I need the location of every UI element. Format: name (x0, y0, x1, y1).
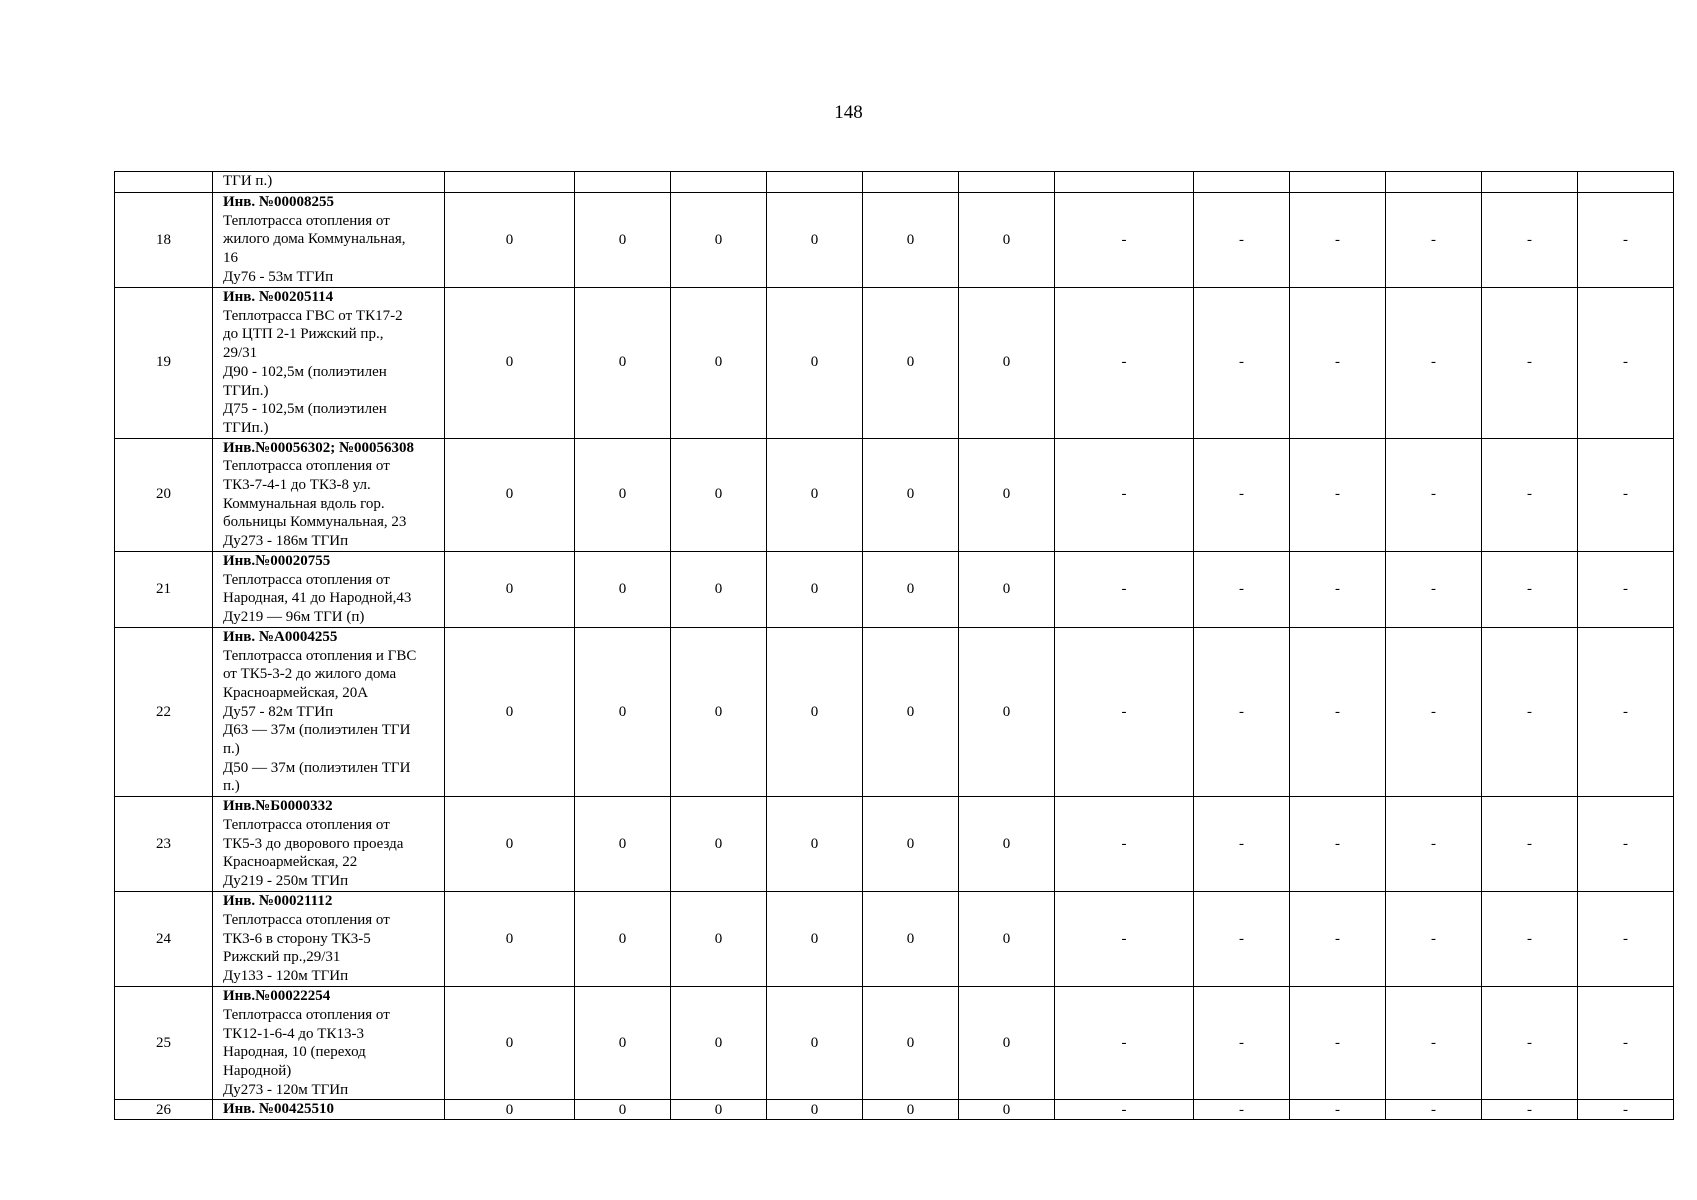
description-line: Теплотрасса отопления от (223, 571, 390, 588)
value-cell: - (1194, 438, 1290, 551)
value-cell: 0 (959, 288, 1055, 439)
table-row (115, 438, 1674, 551)
value-cell: 0 (671, 1100, 767, 1120)
row-number-cell: 23 (115, 797, 213, 892)
description-line: Д63 — 37м (полиэтилен ТГИ (223, 722, 411, 739)
value-cell: - (1194, 288, 1290, 439)
value-cell: 0 (671, 193, 767, 288)
description-cell (213, 288, 445, 439)
value-cell: - (1290, 551, 1386, 627)
description-line: Теплотрасса отопления от (223, 1006, 390, 1023)
description-line: ТК5-3 до дворового проезда (223, 835, 404, 852)
value-cell: - (1055, 987, 1194, 1100)
value-cell: - (1290, 1100, 1386, 1120)
value-cell: - (1578, 551, 1674, 627)
value-cell: - (1055, 193, 1194, 288)
value-cell: - (1482, 797, 1578, 892)
description-line: Теплотрасса отопления от (223, 458, 390, 475)
description-line: Рижский пр.,29/31 (223, 949, 341, 966)
value-cell: 0 (575, 987, 671, 1100)
value-cell: - (1386, 438, 1482, 551)
page-number: 148 (834, 102, 863, 123)
value-cell: 0 (575, 797, 671, 892)
value-cell: - (1578, 797, 1674, 892)
description-line: жилого дома Коммунальная, (223, 231, 406, 248)
description-line: Красноармейская, 20А (223, 684, 369, 701)
value-cell: 0 (671, 987, 767, 1100)
value-cell: 0 (445, 987, 575, 1100)
value-cell: 0 (575, 438, 671, 551)
value-cell: 0 (767, 627, 863, 796)
description-cell (213, 627, 445, 796)
description-line: Народной) (223, 1062, 292, 1079)
inventory-number: Инв. №А0004255 (223, 628, 338, 645)
description-line: Д75 - 102,5м (полиэтилен (223, 401, 387, 418)
description-line: от ТК5-3-2 до жилого дома (223, 666, 397, 683)
inventory-number: Инв.№Б0000332 (223, 798, 333, 815)
description-line: до ЦТП 2-1 Рижский пр., (223, 326, 384, 343)
value-cell: 0 (863, 551, 959, 627)
value-cell: 0 (445, 288, 575, 439)
description-line: 29/31 (223, 345, 258, 362)
value-cell: 0 (575, 288, 671, 439)
value-cell: - (1290, 797, 1386, 892)
data-table (114, 171, 1674, 1120)
inventory-number: Инв.№00020755 (223, 552, 331, 569)
value-cell: - (1194, 797, 1290, 892)
value-cell: 0 (767, 193, 863, 288)
value-cell: - (1290, 193, 1386, 288)
description-line: Ду219 — 96м ТГИ (п) (223, 608, 365, 625)
value-cell: 0 (959, 551, 1055, 627)
value-cell: 0 (575, 892, 671, 987)
value-cell: 0 (575, 193, 671, 288)
description-line: ТК12-1-6-4 до ТК13-3 (223, 1025, 364, 1042)
value-cell: 0 (959, 627, 1055, 796)
value-cell: 0 (767, 797, 863, 892)
description-cell (213, 1100, 445, 1120)
value-cell: 0 (671, 288, 767, 439)
description-line: Ду273 - 186м ТГИп (223, 533, 349, 550)
value-cell: - (1482, 987, 1578, 1100)
description-line: Теплотрасса отопления и ГВС (223, 647, 417, 664)
value-cell: - (1482, 551, 1578, 627)
description-line: Д90 - 102,5м (полиэтилен (223, 363, 387, 380)
value-cell: - (1386, 551, 1482, 627)
description-line: Коммунальная вдоль гор. (223, 495, 385, 512)
row-number-cell: 26 (115, 1100, 213, 1120)
description-cell (213, 797, 445, 892)
value-cell: - (1482, 288, 1578, 439)
description-line: Народная, 41 до Народной,43 (223, 590, 412, 607)
description-cell (213, 892, 445, 987)
description-cell (213, 551, 445, 627)
value-cell: - (1578, 438, 1674, 551)
description-line: Ду76 - 53м ТГИп (223, 268, 334, 285)
value-cell: - (1290, 438, 1386, 551)
table-row (115, 892, 1674, 987)
inventory-number: Инв. №00205114 (223, 289, 334, 305)
value-cell: 0 (863, 987, 959, 1100)
value-cell: - (1055, 551, 1194, 627)
value-cell: 0 (445, 892, 575, 987)
description-line: больницы Коммунальная, 23 (223, 514, 407, 531)
row-number-cell: 21 (115, 551, 213, 627)
description-line: ТК3-6 в сторону ТК3-5 (223, 930, 371, 947)
description-cell (213, 438, 445, 551)
description-line: ТК3-7-4-1 до ТК3-8 ул. (223, 477, 371, 494)
description-line: Теплотрасса отопления от (223, 212, 390, 229)
value-cell: - (1482, 1100, 1578, 1120)
value-cell: 0 (959, 797, 1055, 892)
value-cell: - (1578, 193, 1674, 288)
value-cell: - (1386, 193, 1482, 288)
value-cell: 0 (671, 627, 767, 796)
value-cell: 0 (959, 193, 1055, 288)
description-line: Ду273 - 120м ТГИп (223, 1081, 349, 1098)
description-line: п.) (223, 778, 240, 795)
value-cell: 0 (671, 892, 767, 987)
value-cell: 0 (575, 551, 671, 627)
table-row (115, 551, 1674, 627)
value-cell: - (1290, 892, 1386, 987)
description-line: Теплотрасса отопления от (223, 816, 390, 833)
table-row-continued (115, 172, 1674, 193)
value-cell: - (1055, 627, 1194, 796)
table-row (115, 627, 1674, 796)
value-cell: 0 (445, 551, 575, 627)
value-cell: - (1482, 193, 1578, 288)
value-cell: - (1194, 193, 1290, 288)
value-cell: - (1482, 438, 1578, 551)
value-cell: 0 (959, 987, 1055, 1100)
value-cell: 0 (445, 797, 575, 892)
row-number-cell: 24 (115, 892, 213, 987)
value-cell: - (1386, 797, 1482, 892)
value-cell: 0 (445, 627, 575, 796)
value-cell: 0 (671, 797, 767, 892)
table-row (115, 987, 1674, 1100)
description-line: ТГИ п.) (223, 173, 273, 189)
value-cell: - (1482, 892, 1578, 987)
inventory-number: Инв.№00056302; №00056308 (223, 439, 415, 456)
row-number-cell (115, 172, 213, 193)
description-line: Теплотрасса ГВС от ТК17-2 (223, 307, 403, 324)
value-cell: - (1055, 797, 1194, 892)
inventory-number: Инв. №00425510 (223, 1101, 334, 1118)
value-cell: 0 (767, 438, 863, 551)
value-cell: - (1055, 438, 1194, 551)
value-cell: - (1386, 288, 1482, 439)
value-cell: 0 (445, 438, 575, 551)
inventory-number: Инв. №00008255 (223, 194, 334, 210)
description-line: Ду133 - 120м ТГИп (223, 967, 349, 984)
description-line: ТГИп.) (223, 419, 269, 436)
description-cell (213, 193, 445, 288)
value-cell: 0 (863, 438, 959, 551)
inventory-number: Инв.№00022254 (223, 988, 331, 1005)
table-row (115, 193, 1674, 288)
value-cell: - (1290, 627, 1386, 796)
description-line: п.) (223, 741, 240, 758)
description-line: ТГИп.) (223, 382, 269, 399)
value-cell: - (1578, 627, 1674, 796)
value-cell: 0 (575, 1100, 671, 1120)
description-line: Теплотрасса отопления от (223, 911, 390, 928)
value-cell: - (1386, 627, 1482, 796)
description-cell (213, 172, 445, 193)
value-cell: 0 (863, 193, 959, 288)
value-cell: - (1578, 1100, 1674, 1120)
row-number-cell: 22 (115, 627, 213, 796)
description-line: Красноармейская, 22 (223, 854, 358, 871)
table-row (115, 1100, 1674, 1120)
value-cell: 0 (767, 1100, 863, 1120)
value-cell: 0 (959, 1100, 1055, 1120)
value-cell: - (1578, 987, 1674, 1100)
value-cell: 0 (767, 551, 863, 627)
inventory-number: Инв. №00021112 (223, 893, 333, 910)
value-cell: 0 (863, 1100, 959, 1120)
value-cell: - (1386, 892, 1482, 987)
value-cell: 0 (671, 551, 767, 627)
row-number-cell: 18 (115, 193, 213, 288)
value-cell: 0 (671, 438, 767, 551)
description-line: 16 (223, 250, 238, 267)
value-cell: 0 (445, 1100, 575, 1120)
value-cell: - (1578, 288, 1674, 439)
description-line: Д50 — 37м (полиэтилен ТГИ (223, 759, 411, 776)
value-cell: - (1578, 892, 1674, 987)
value-cell: 0 (863, 892, 959, 987)
value-cell: 0 (767, 987, 863, 1100)
value-cell: - (1194, 1100, 1290, 1120)
value-cell: - (1055, 892, 1194, 987)
value-cell: - (1194, 987, 1290, 1100)
value-cell: 0 (575, 627, 671, 796)
value-cell: 0 (959, 438, 1055, 551)
value-cell: - (1482, 627, 1578, 796)
value-cell: 0 (863, 288, 959, 439)
table-row (115, 288, 1674, 439)
value-cell: - (1194, 892, 1290, 987)
value-cell: 0 (767, 288, 863, 439)
value-cell: - (1055, 1100, 1194, 1120)
value-cell: - (1290, 288, 1386, 439)
value-cell: 0 (863, 797, 959, 892)
description-line: Ду219 - 250м ТГИп (223, 872, 349, 889)
value-cell: - (1194, 627, 1290, 796)
row-number-cell: 20 (115, 438, 213, 551)
description-cell (213, 987, 445, 1100)
table-row (115, 797, 1674, 892)
value-cell: - (1290, 987, 1386, 1100)
row-number-cell: 25 (115, 987, 213, 1100)
value-cell: 0 (959, 892, 1055, 987)
value-cell: - (1386, 1100, 1482, 1120)
value-cell: 0 (767, 892, 863, 987)
value-cell: 0 (863, 627, 959, 796)
value-cell: 0 (445, 193, 575, 288)
value-cell: - (1386, 987, 1482, 1100)
description-line: Ду57 - 82м ТГИп (223, 703, 334, 720)
description-line: Народная, 10 (переход (223, 1044, 366, 1061)
row-number-cell: 19 (115, 288, 213, 439)
value-cell: - (1055, 288, 1194, 439)
value-cell: - (1194, 551, 1290, 627)
table-body (115, 172, 1674, 1120)
